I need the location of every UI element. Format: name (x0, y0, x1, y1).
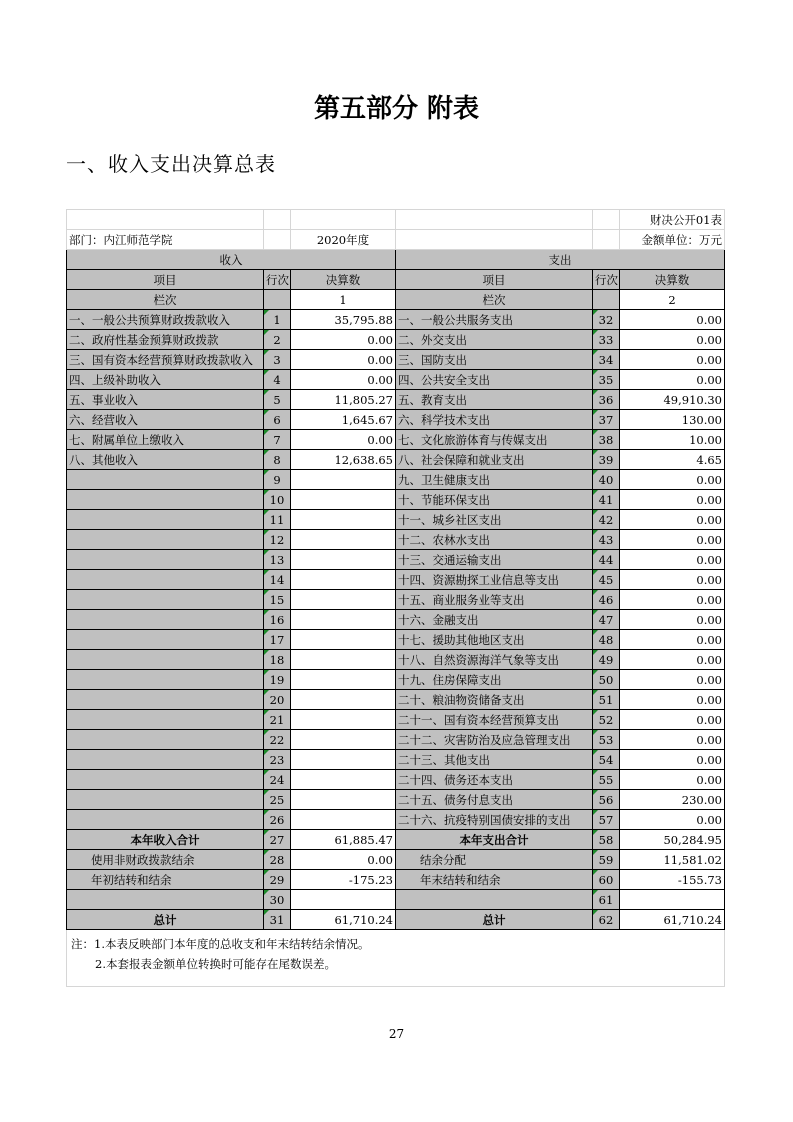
table-row (67, 470, 725, 490)
expense-blank-line: 61 (593, 890, 620, 910)
expense-item: 三、国防支出 (396, 350, 593, 370)
table-row (67, 770, 725, 790)
expense-item: 二、外交支出 (396, 330, 593, 350)
expense-item: 十九、住房保障支出 (396, 670, 593, 690)
expense-line-number: 36 (593, 390, 620, 410)
income-item (67, 530, 264, 550)
expense-line-number: 52 (593, 710, 620, 730)
table-row (67, 690, 725, 710)
expense-line-number: 38 (593, 430, 620, 450)
income-total-amount: 61,885.47 (291, 830, 396, 850)
table-row (67, 610, 725, 630)
income-line-number: 14 (264, 570, 291, 590)
income-line-number: 24 (264, 770, 291, 790)
income-amount (291, 610, 396, 630)
income-expense-table (66, 209, 725, 987)
income-line-number: 15 (264, 590, 291, 610)
expense-line-number: 45 (593, 570, 620, 590)
income-amount: 0.00 (291, 370, 396, 390)
expense-item: 八、社会保障和就业支出 (396, 450, 593, 470)
table-row (67, 810, 725, 830)
summary-row-4 (67, 890, 725, 910)
expense-item: 十八、自然资源海洋气象等支出 (396, 650, 593, 670)
income-item: 二、政府性基金预算财政拨款 (67, 330, 264, 350)
income-header: 收入 (67, 250, 396, 270)
expense-item: 十七、援助其他地区支出 (396, 630, 593, 650)
table-row (67, 530, 725, 550)
income-opening-label: 年初结转和结余 (67, 870, 264, 890)
expense-line-header: 行次 (593, 270, 620, 290)
expense-line-number: 32 (593, 310, 620, 330)
expense-item: 十四、资源勘探工业信息等支出 (396, 570, 593, 590)
income-line-number: 12 (264, 530, 291, 550)
income-item (67, 650, 264, 670)
expense-item: 十三、交通运输支出 (396, 550, 593, 570)
income-nonfiscal-amount: 0.00 (291, 850, 396, 870)
expense-amount: 0.00 (620, 810, 725, 830)
expense-item: 二十、粮油物资储备支出 (396, 690, 593, 710)
expense-closing-label: 年末结转和结余 (396, 870, 593, 890)
income-amount (291, 750, 396, 770)
expense-item: 一、一般公共服务支出 (396, 310, 593, 330)
income-amount (291, 470, 396, 490)
income-line-number: 13 (264, 550, 291, 570)
table-row (67, 310, 725, 330)
expense-line-number: 39 (593, 450, 620, 470)
income-item (67, 750, 264, 770)
income-item (67, 790, 264, 810)
expense-item-header: 项目 (396, 270, 593, 290)
expense-item: 六、科学技术支出 (396, 410, 593, 430)
table-row (67, 750, 725, 770)
expense-amount-header: 决算数 (620, 270, 725, 290)
expense-item: 十五、商业服务业等支出 (396, 590, 593, 610)
income-line-number: 23 (264, 750, 291, 770)
table-row (67, 370, 725, 390)
income-amount (291, 590, 396, 610)
page-title: 第五部分 附表 (313, 94, 480, 124)
income-amount (291, 670, 396, 690)
income-blank-line: 30 (264, 890, 291, 910)
expense-line-number: 35 (593, 370, 620, 390)
expense-item: 二十二、灾害防治及应急管理支出 (396, 730, 593, 750)
income-grand-amount: 61,710.24 (291, 910, 396, 930)
expense-amount: 0.00 (620, 570, 725, 590)
income-item: 四、上级补助收入 (67, 370, 264, 390)
income-item: 七、附属单位上缴收入 (67, 430, 264, 450)
expense-line-number: 51 (593, 690, 620, 710)
income-col-number: 1 (291, 290, 396, 310)
expense-item: 十二、农林水支出 (396, 530, 593, 550)
expense-item: 十一、城乡社区支出 (396, 510, 593, 530)
expense-grand-line: 62 (593, 910, 620, 930)
expense-item: 四、公共安全支出 (396, 370, 593, 390)
income-line-number: 1 (264, 310, 291, 330)
income-item (67, 630, 264, 650)
income-line-number: 7 (264, 430, 291, 450)
income-line-number: 4 (264, 370, 291, 390)
income-line-number: 17 (264, 630, 291, 650)
income-amount-header: 决算数 (291, 270, 396, 290)
table-row (67, 510, 725, 530)
income-item (67, 510, 264, 530)
expense-amount: 0.00 (620, 770, 725, 790)
expense-line-number: 41 (593, 490, 620, 510)
income-amount (291, 650, 396, 670)
table-row (67, 590, 725, 610)
income-grand-label: 总计 (67, 910, 264, 930)
income-item (67, 810, 264, 830)
expense-item: 二十三、其他支出 (396, 750, 593, 770)
expense-line-number: 47 (593, 610, 620, 630)
expense-total-amount: 50,284.95 (620, 830, 725, 850)
income-amount: 35,795.88 (291, 310, 396, 330)
expense-item: 七、文化旅游体育与传媒支出 (396, 430, 593, 450)
expense-amount: 0.00 (620, 710, 725, 730)
income-amount (291, 690, 396, 710)
income-item: 八、其他收入 (67, 450, 264, 470)
income-total-label: 本年收入合计 (67, 830, 264, 850)
income-item (67, 490, 264, 510)
table-row (67, 550, 725, 570)
income-item (67, 610, 264, 630)
expense-amount: 4.65 (620, 450, 725, 470)
income-amount: 0.00 (291, 350, 396, 370)
income-amount: 1,645.67 (291, 410, 396, 430)
expense-line-number: 43 (593, 530, 620, 550)
expense-item: 二十六、抗疫特别国债安排的支出 (396, 810, 593, 830)
income-amount: 11,805.27 (291, 390, 396, 410)
table-row (67, 490, 725, 510)
expense-amount: 49,910.30 (620, 390, 725, 410)
income-item: 六、经营收入 (67, 410, 264, 430)
table-row (67, 630, 725, 650)
form-code-row (67, 210, 725, 230)
income-lan-label: 栏次 (67, 290, 264, 310)
expense-item: 十六、金融支出 (396, 610, 593, 630)
expense-item: 十、节能环保支出 (396, 490, 593, 510)
table-row (67, 430, 725, 450)
note-2: 2.本套报表金额单位转换时可能存在尾数误差。 (95, 957, 336, 971)
expense-surplus-amount: 11,581.02 (620, 850, 725, 870)
expense-amount: 0.00 (620, 370, 725, 390)
income-nonfiscal-label: 使用非财政拨款结余 (67, 850, 264, 870)
income-item (67, 550, 264, 570)
note-1: 注：1.本表反映部门本年度的总收支和年末结转结余情况。 (71, 937, 370, 951)
expense-line-number: 40 (593, 470, 620, 490)
expense-line-number: 34 (593, 350, 620, 370)
income-amount (291, 710, 396, 730)
income-opening-line: 29 (264, 870, 291, 890)
table-notes (67, 930, 725, 987)
income-amount (291, 790, 396, 810)
table-row (67, 710, 725, 730)
expense-closing-line: 60 (593, 870, 620, 890)
income-item: 五、事业收入 (67, 390, 264, 410)
income-amount (291, 550, 396, 570)
department-label: 部门：内江师范学院 (67, 230, 264, 250)
income-amount (291, 530, 396, 550)
summary-row-2 (67, 850, 725, 870)
expense-total-label: 本年支出合计 (396, 830, 593, 850)
table-row (67, 330, 725, 350)
income-item-header: 项目 (67, 270, 264, 290)
income-item (67, 470, 264, 490)
income-amount (291, 770, 396, 790)
amount-unit: 金额单位：万元 (620, 230, 725, 250)
income-item (67, 670, 264, 690)
table-row (67, 730, 725, 750)
table-row (67, 670, 725, 690)
income-item (67, 690, 264, 710)
expense-header: 支出 (396, 250, 725, 270)
table-row (67, 410, 725, 430)
expense-line-number: 56 (593, 790, 620, 810)
expense-item: 二十一、国有资本经营预算支出 (396, 710, 593, 730)
expense-surplus-label: 结余分配 (396, 850, 593, 870)
income-line-header: 行次 (264, 270, 291, 290)
expense-lan-label: 栏次 (396, 290, 593, 310)
income-item: 三、国有资本经营预算财政拨款收入 (67, 350, 264, 370)
expense-amount: 0.00 (620, 670, 725, 690)
expense-amount: 0.00 (620, 690, 725, 710)
expense-line-number: 44 (593, 550, 620, 570)
expense-line-number: 49 (593, 650, 620, 670)
expense-amount: 0.00 (620, 610, 725, 630)
expense-grand-amount: 61,710.24 (620, 910, 725, 930)
notes-row (67, 930, 725, 987)
income-amount: 0.00 (291, 430, 396, 450)
expense-amount: 0.00 (620, 470, 725, 490)
income-line-number: 11 (264, 510, 291, 530)
income-line-number: 22 (264, 730, 291, 750)
column-header-row (67, 270, 725, 290)
income-line-number: 19 (264, 670, 291, 690)
expense-line-number: 54 (593, 750, 620, 770)
income-amount: 0.00 (291, 330, 396, 350)
form-code: 财决公开01表 (620, 210, 725, 230)
expense-amount: 0.00 (620, 590, 725, 610)
income-line-number: 6 (264, 410, 291, 430)
page-number: 27 (388, 1027, 405, 1041)
table-row (67, 790, 725, 810)
income-line-number: 21 (264, 710, 291, 730)
table-row (67, 390, 725, 410)
income-nonfiscal-line: 28 (264, 850, 291, 870)
fiscal-year: 2020年度 (291, 230, 396, 250)
expense-line-number: 48 (593, 630, 620, 650)
income-line-number: 5 (264, 390, 291, 410)
expense-total-line: 58 (593, 830, 620, 850)
income-line-number: 25 (264, 790, 291, 810)
income-item (67, 590, 264, 610)
income-opening-amount: -175.23 (291, 870, 396, 890)
expense-amount: 10.00 (620, 430, 725, 450)
expense-surplus-line: 59 (593, 850, 620, 870)
expense-line-number: 50 (593, 670, 620, 690)
income-line-number: 3 (264, 350, 291, 370)
income-amount (291, 630, 396, 650)
expense-amount: 0.00 (620, 630, 725, 650)
expense-amount: 0.00 (620, 310, 725, 330)
expense-amount: 0.00 (620, 730, 725, 750)
expense-item: 九、卫生健康支出 (396, 470, 593, 490)
expense-closing-amount: -155.73 (620, 870, 725, 890)
income-amount (291, 730, 396, 750)
meta-row (67, 230, 725, 250)
expense-item: 二十五、债务付息支出 (396, 790, 593, 810)
income-amount (291, 490, 396, 510)
income-line-number: 2 (264, 330, 291, 350)
expense-item: 五、教育支出 (396, 390, 593, 410)
income-item: 一、一般公共预算财政拨款收入 (67, 310, 264, 330)
income-line-number: 16 (264, 610, 291, 630)
income-line-number: 8 (264, 450, 291, 470)
expense-amount: 0.00 (620, 350, 725, 370)
expense-amount: 0.00 (620, 650, 725, 670)
income-line-number: 20 (264, 690, 291, 710)
expense-amount: 0.00 (620, 490, 725, 510)
expense-line-number: 37 (593, 410, 620, 430)
summary-row-3 (67, 870, 725, 890)
table-row (67, 350, 725, 370)
expense-item: 二十四、债务还本支出 (396, 770, 593, 790)
expense-amount: 0.00 (620, 510, 725, 530)
table-subtitle: 一、收入支出决算总表 (66, 152, 276, 176)
expense-grand-label: 总计 (396, 910, 593, 930)
income-item (67, 770, 264, 790)
grand-total-row (67, 910, 725, 930)
income-amount (291, 510, 396, 530)
income-line-number: 9 (264, 470, 291, 490)
income-line-number: 10 (264, 490, 291, 510)
expense-amount: 0.00 (620, 750, 725, 770)
income-amount (291, 810, 396, 830)
expense-amount: 0.00 (620, 550, 725, 570)
income-item (67, 570, 264, 590)
income-amount: 12,638.65 (291, 450, 396, 470)
annual-total-row (67, 830, 725, 850)
table-row (67, 650, 725, 670)
income-item (67, 710, 264, 730)
expense-line-number: 42 (593, 510, 620, 530)
column-number-row (67, 290, 725, 310)
expense-col-number: 2 (620, 290, 725, 310)
expense-amount: 0.00 (620, 530, 725, 550)
income-total-line: 27 (264, 830, 291, 850)
expense-line-number: 55 (593, 770, 620, 790)
table-row (67, 450, 725, 470)
table-row (67, 570, 725, 590)
income-grand-line: 31 (264, 910, 291, 930)
income-line-number: 18 (264, 650, 291, 670)
expense-line-number: 33 (593, 330, 620, 350)
expense-amount: 230.00 (620, 790, 725, 810)
section-header-row (67, 250, 725, 270)
expense-line-number: 46 (593, 590, 620, 610)
income-item (67, 730, 264, 750)
expense-amount: 130.00 (620, 410, 725, 430)
expense-amount: 0.00 (620, 330, 725, 350)
income-line-number: 26 (264, 810, 291, 830)
income-amount (291, 570, 396, 590)
expense-line-number: 53 (593, 730, 620, 750)
expense-line-number: 57 (593, 810, 620, 830)
